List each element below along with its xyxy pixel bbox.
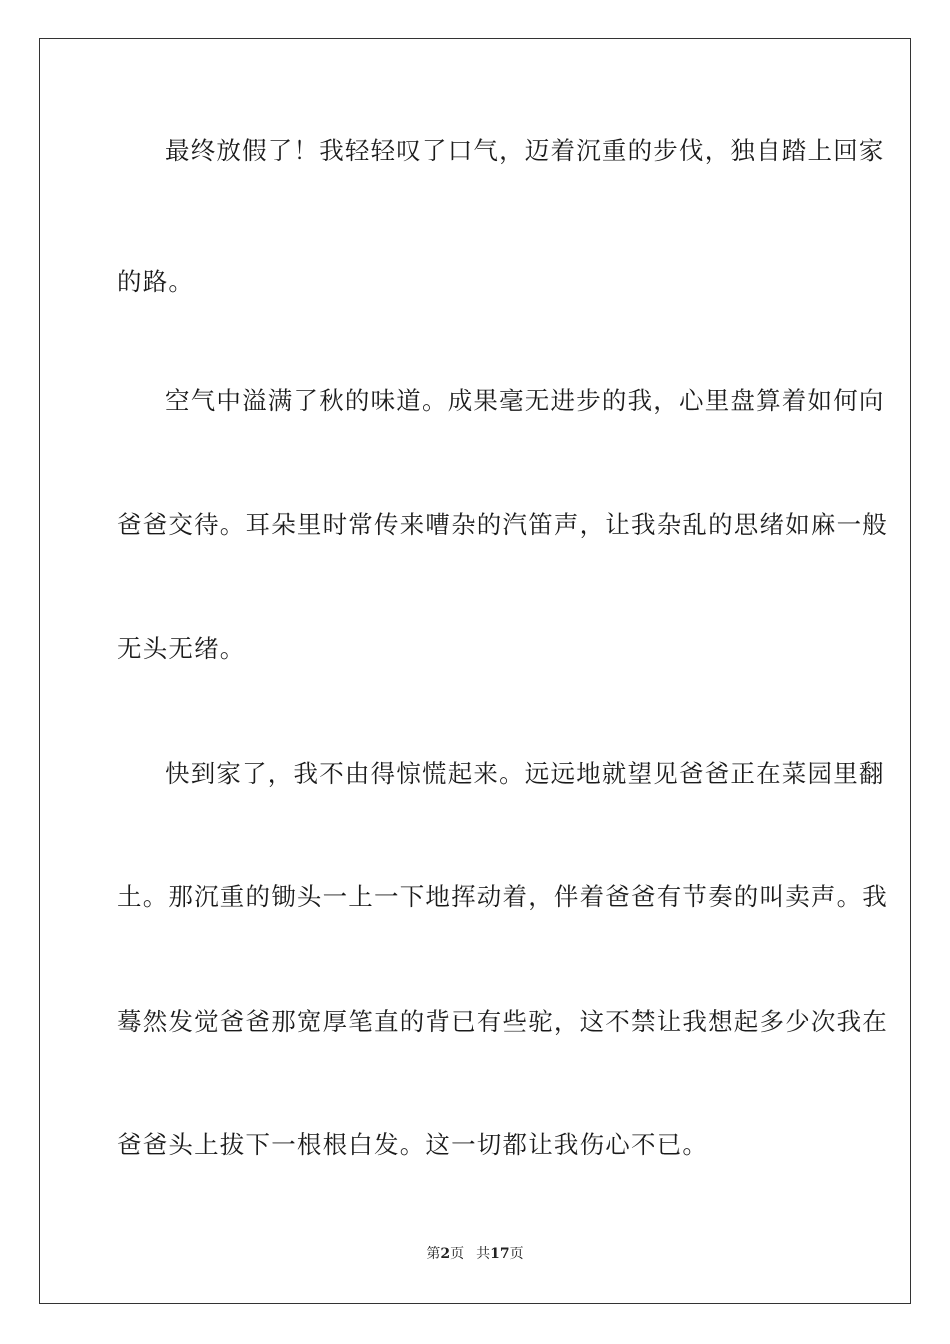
paragraph-3-line-2: 土。那沉重的锄头一上一下地挥动着，伴着爸爸有节奏的叫卖声。我: [117, 882, 888, 911]
paragraph-3-line-3: 蓦然发觉爸爸那宽厚笔直的背已有些驼，这不禁让我想起多少次我在: [117, 1007, 888, 1036]
footer-page-number: 2: [440, 1246, 451, 1262]
footer-total-suffix: 页: [509, 1246, 524, 1262]
footer-total-prefix: 共: [476, 1246, 491, 1262]
footer-page-suffix: 页: [450, 1246, 465, 1262]
paragraph-1-line-2: 的路。: [117, 267, 195, 296]
paragraph-2-line-2: 爸爸交待。耳朵里时常传来嘈杂的汽笛声，让我杂乱的思绪如麻一般: [117, 510, 888, 539]
paragraph-2-line-3: 无头无绪。: [117, 634, 246, 663]
paragraph-2-line-1: 空气中溢满了秋的味道。成果毫无进步的我，心里盘算着如何向: [165, 386, 885, 415]
page-border: [39, 38, 911, 1304]
footer-page-prefix: 第: [426, 1246, 441, 1262]
paragraph-3-line-4: 爸爸头上拔下一根根白发。这一切都让我伤心不已。: [117, 1130, 709, 1159]
footer-total-pages: 17: [490, 1246, 510, 1262]
paragraph-3-line-1: 快到家了，我不由得惊慌起来。远远地就望见爸爸正在菜园里翻: [165, 759, 885, 788]
paragraph-1-line-1: 最终放假了！我轻轻叹了口气，迈着沉重的步伐，独自踏上回家: [165, 136, 885, 165]
page-footer: [0, 1245, 950, 1263]
